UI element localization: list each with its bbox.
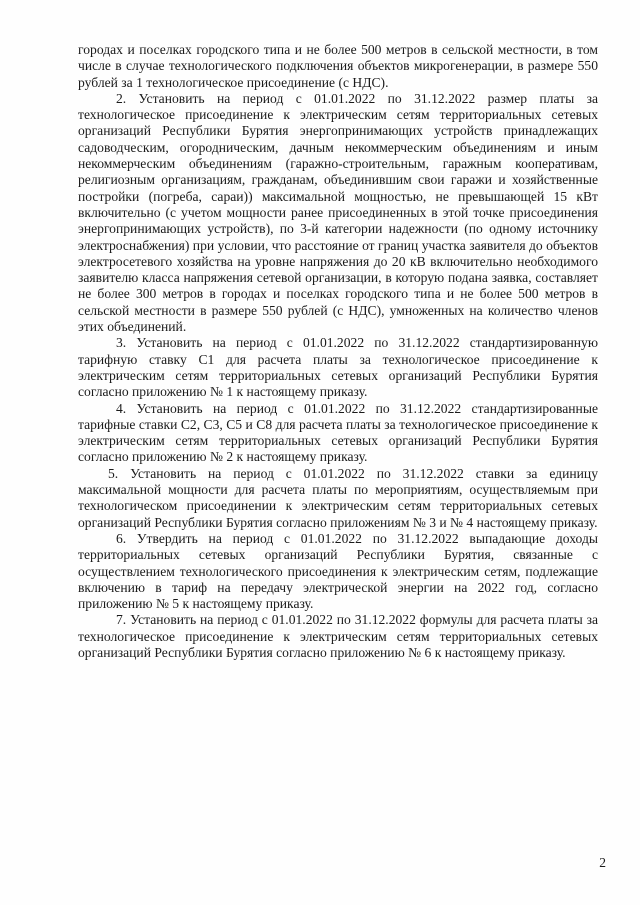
paragraph-item-4: 4. Установить на период с 01.01.2022 по 31.12.2022 стандартизированные тарифные ставки С2, С3, С5 и С8 для расчета платы за технологическое присоединение к электрическим сетям территориальных сетевых организаций Республики Бурятия согласно приложению № 2 к настоящему приказу. xyxy=(78,400,598,465)
paragraph-item-3: 3. Установить на период с 01.01.2022 по 31.12.2022 стандартизированную тарифную ставку С1 для расчета платы за технологическое присоединение к электрическим сетям территориальных сетевых организаций Республики Бурятия согласно приложению № 1 к настоящему приказу. xyxy=(78,335,598,400)
page-number: 2 xyxy=(599,855,606,870)
paragraph-item-2: 2. Установить на период с 01.01.2022 по 31.12.2022 размер платы за технологическое присоединение к электрическим сетям территориальных сетевых организаций Республики Бурятия энергопринимающих устройств принадлежащих садоводческим, огородническим, дачным некоммерческим объединениям и иным некоммерческим объединениям (гаражно-строительным, гаражным кооперативам, религиозным организациям, гражданам, объединившим свои гаражи и хозяйственные постройки (погреба, сараи)) максимальной мощностью, не превышающей 15 кВт включительно (с учетом мощности ранее присоединенных в этой точке присоединения энергопринимающих устройств), по 3-й категории надежности (по одному источнику электроснабжения) при условии, что расстояние от границ участка заявителя до объектов электросетевого хозяйства на уровне напряжения до 20 кВ включительно необходимого заявителю класса напряжения сетевой организации, в которую подана заявка, составляет не более 300 метров в городах и поселках городского типа и не более 500 метров в сельской местности в размере 550 рублей (с НДС), умноженных на количество членов этих объединений. xyxy=(78,90,598,335)
document-body xyxy=(78,42,598,661)
paragraph-item-5: 5. Установить на период с 01.01.2022 по 31.12.2022 ставки за единицу максимальной мощности для расчета платы по мероприятиям, осуществляемым при технологическом присоединении к электрическим сетям территориальных сетевых организаций Республики Бурятия согласно приложениям № 3 и № 4 настоящему приказу. xyxy=(78,465,598,530)
paragraph-item-7: 7. Установить на период с 01.01.2022 по 31.12.2022 формулы для расчета платы за технологическое присоединение к электрическим сетям территориальных сетевых организаций Республики Бурятия согласно приложению № 6 к настоящему приказу. xyxy=(78,612,598,660)
paragraph-continuation: городах и поселках городского типа и не более 500 метров в сельской местности, в том числе в случае технологического подключения объектов микрогенерации, в размере 550 рублей за 1 технологическое присоединение (с НДС). xyxy=(78,42,598,90)
paragraph-item-6: 6. Утвердить на период с 01.01.2022 по 31.12.2022 выпадающие доходы территориальных сетевых организаций Республики Бурятия, связанные с осуществлением технологического присоединения к электрическим сетям, подлежащие включению в тариф на передачу электрической энергии на 2022 год, согласно приложению № 5 к настоящему приказу. xyxy=(78,530,598,612)
